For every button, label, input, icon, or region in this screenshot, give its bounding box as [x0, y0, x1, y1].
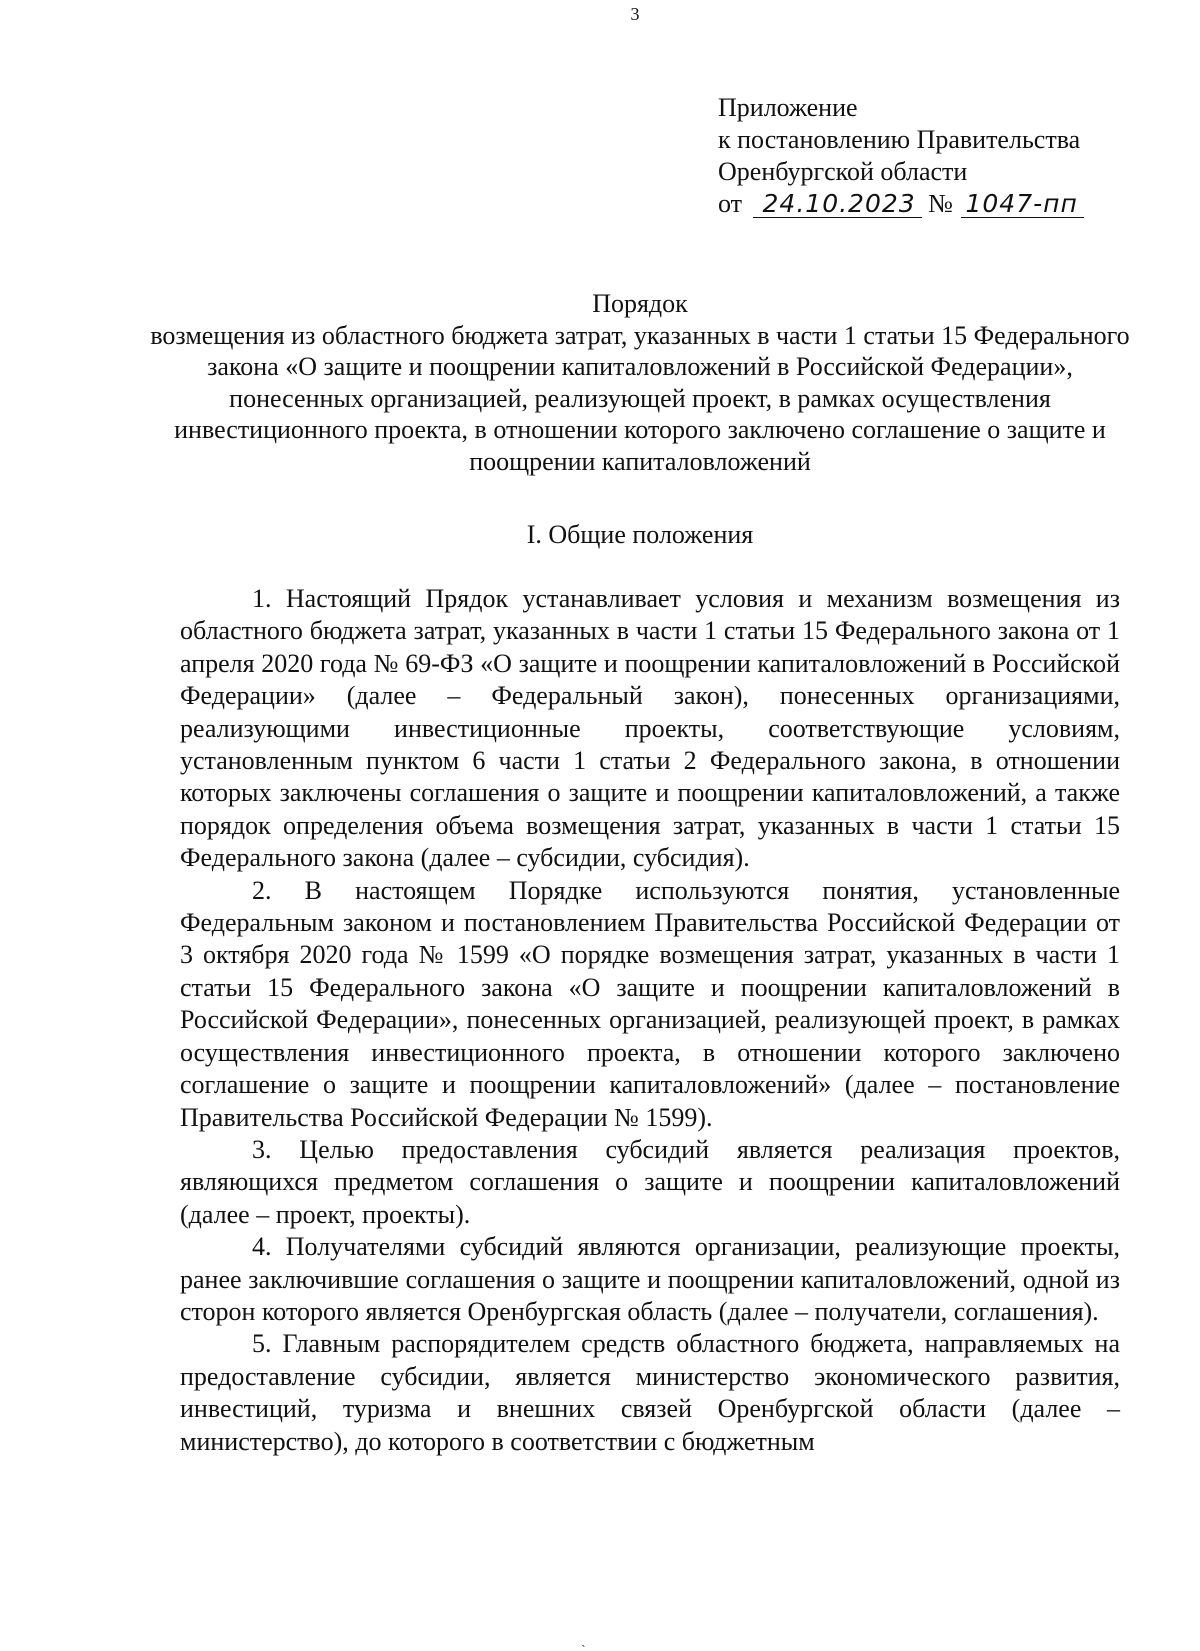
paragraph-4: 4. Получателями субсидий являются организации, реализующие проекты, ранее заключившие соглашения о защите и поощрении капиталовложений, одной из сторон которого является Оренбургская область (далее – получатели, соглашения). — [180, 1232, 1120, 1326]
number-label: № — [928, 189, 953, 218]
appendix-region-line: Оренбургской области — [718, 157, 968, 186]
paragraph-5: 5. Главным распорядителем средств областного бюджета, направляемых на предоставление субсидии, является министерство экономического развития, инвестиций, туризма и внешних связей Оренбургской области (далее – министерство), до которого в соответствии с бюджетным — [180, 1329, 1120, 1456]
document-title — [140, 288, 1140, 478]
appendix-date-line — [718, 188, 1084, 220]
appendix-block — [718, 92, 1084, 220]
title-subtitle: возмещения из областного бюджета затрат, указанных в части 1 статьи 15 Федерального закона «О защите и поощрении капиталовложений в Российской Федерации», понесенных организацией, реализующей проект, в рамках осуществления инвестиционного проекта, в отношении которого заключено соглашение о защите и поощрении капиталовложений — [150, 320, 1130, 476]
paragraph-2: 2. В настоящем Порядке используются понятия, установленные Федеральным законом и постановлением Правительства Российской Федерации от 3 октября 2020 года № 1599 «О порядке возмещения затрат, указанных в части 1 статьи 15 Федерального закона «О защите и поощрении капиталовложений в Российской Федерации», понесенных организацией, реализующей проект, в рамках осуществления инвестиционного проекта, в отношении которого заключено соглашение о защите и поощрении капиталовложений» (далее – постановление Правительства Российской Федерации № 1599). — [180, 875, 1120, 1132]
handwritten-date: 24.10.2023 — [753, 191, 922, 218]
page-number: 3 — [630, 4, 640, 24]
title-heading: Порядок — [592, 289, 688, 318]
scan-speck: ˏ — [581, 1633, 586, 1648]
handwritten-number: 1047-пп — [961, 191, 1083, 218]
from-label: от — [718, 189, 743, 218]
paragraph-3: 3. Целью предоставления субсидий является реализация проектов, являющихся предметом соглашения о защите и поощрении капиталовложений (далее – проект, проекты). — [180, 1134, 1120, 1229]
appendix-resolution-line: к постановлению Правительства — [718, 125, 1081, 154]
body-text — [180, 583, 1120, 1458]
appendix-title: Приложение — [718, 93, 858, 122]
section-heading: I. Общие положения — [526, 520, 754, 549]
paragraph-1: 1. Настоящий Прядок устанавливает условия и механизм возмещения из областного бюджета затрат, указанных в части 1 статьи 15 Федерального закона от 1 апреля 2020 года № 69-ФЗ «О защите и поощрении капиталовложений в Российской Федерации» (далее – Федеральный закон), понесенных организациями, реализующими инвестиционные проекты, соответствующие условиям, установленным пунктом 6 части 1 статьи 2 Федерального закона, в отношении которых заключены соглашения о защите и поощрении капиталовложений, а также порядок определения объема возмещения затрат, указанных в части 1 статьи 15 Федерального закона (далее – субсидии, субсидия). — [180, 584, 1120, 873]
